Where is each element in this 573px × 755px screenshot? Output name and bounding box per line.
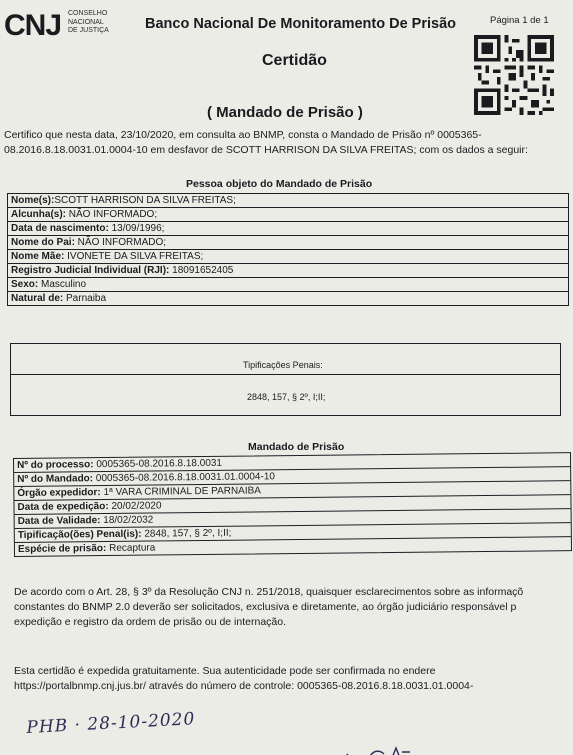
- field-row-mother: [8, 250, 568, 264]
- field-value: NÃO INFORMADO;: [74, 237, 167, 248]
- field-value: 18/02/2032: [100, 514, 154, 527]
- authenticity-line: https://portalbnmp.cnj.jus.br/ através do número de controle: 0005365-08.2016.8.18.0031.01.0004-: [14, 680, 474, 692]
- field-row-rji: [8, 264, 568, 278]
- field-value: 1ª VARA CRIMINAL DE PARNAIBA: [100, 485, 262, 499]
- field-value: IVONETE DA SILVA FREITAS;: [64, 251, 204, 262]
- warrant-fields-table: [13, 452, 572, 557]
- document-title: Certidão: [262, 52, 327, 69]
- field-value: SCOTT HARRISON DA SILVA FREITAS;: [54, 195, 236, 206]
- intro-paragraph: [4, 128, 528, 158]
- field-label: Natural de:: [11, 293, 64, 304]
- cnj-logo: [4, 9, 124, 47]
- field-label: Data de nascimento:: [11, 223, 109, 234]
- field-row-name: [8, 194, 568, 208]
- field-row-birthplace: [8, 292, 568, 305]
- penal-types-box: [10, 343, 561, 416]
- field-label: Tipificação(ões) Penal(is):: [17, 528, 142, 541]
- field-value: 18091652405: [169, 265, 234, 276]
- authenticity-line: Esta certidão é expedida gratuitamente. Sua autenticidade pode ser confirmada no endere: [14, 665, 436, 677]
- handwritten-note: PHB · 28-10-2020: [26, 709, 196, 738]
- signature-mark: [340, 740, 430, 755]
- field-row-alias: [8, 208, 568, 222]
- field-row-birthdate: [8, 222, 568, 236]
- intro-line: 08.2016.8.18.0031.01.0004-10 em desfavor de SCOTT HARRISON DA SILVA FREITAS; com os dados a seguir:: [4, 144, 528, 156]
- field-label: Data de Validade:: [17, 515, 101, 527]
- penal-types-value: 2848, 157, § 2º, I;II;: [247, 392, 326, 402]
- logo-subtitle: [68, 10, 109, 36]
- field-label: Nome do Pai:: [11, 237, 75, 248]
- intro-line: Certifico que nesta data, 23/10/2020, em consulta ao BNMP, consta o Mandado de Prisão nº 0005365-: [4, 129, 482, 141]
- field-label: Órgão expedidor:: [17, 487, 101, 499]
- qr-code-icon: [474, 35, 554, 115]
- field-value: 0005365-08.2016.8.18.0031: [93, 457, 223, 471]
- legal-paragraph: [14, 585, 523, 630]
- logo-sub-line: CONSELHO: [68, 10, 108, 17]
- legal-line: expedição e registro da ordem de prisão ou de internação.: [14, 616, 287, 628]
- legal-line: De acordo com o Art. 28, § 3º da Resolução CNJ n. 251/2018, quaisquer esclarecimentos sobre as informaçõ: [14, 586, 524, 598]
- person-section-heading: Pessoa objeto do Mandado de Prisão: [186, 178, 373, 190]
- field-label: Nº do Mandado:: [17, 473, 94, 485]
- field-value: Masculino: [38, 279, 87, 290]
- field-label: Alcunha(s):: [11, 209, 66, 220]
- logo-sub-line: DE JUSTIÇA: [68, 27, 109, 34]
- field-value: Recaptura: [106, 542, 156, 555]
- field-value: NÃO INFORMADO;: [66, 209, 158, 220]
- field-value: 2848, 157, § 2º, I;II;: [141, 527, 232, 540]
- logo-sub-line: NACIONAL: [68, 18, 104, 26]
- field-value: Parnaiba: [63, 293, 107, 304]
- field-row-father: [8, 236, 568, 250]
- field-label: Data de expedição:: [17, 501, 109, 513]
- penal-types-heading: Tipificações Penais:: [243, 360, 323, 370]
- field-value: 20/02/2020: [108, 500, 162, 513]
- warrant-section-heading: Mandado de Prisão: [248, 441, 345, 453]
- legal-line: constantes do BNMP 2.0 deverão ser solicitados, exclusiva e diretamente, ao órgão judiciário responsável p: [14, 601, 517, 613]
- authenticity-paragraph: [14, 664, 473, 694]
- field-value: 13/09/1996;: [108, 223, 165, 234]
- document-subtitle: ( Mandado de Prisão ): [207, 104, 363, 121]
- field-label: Sexo:: [11, 279, 39, 290]
- person-fields-table: [7, 193, 569, 306]
- field-row-sex: [8, 278, 568, 292]
- field-label: Nome Mãe:: [11, 251, 65, 262]
- field-label: Espécie de prisão:: [17, 543, 107, 555]
- logo-mark: CNJ: [4, 9, 62, 42]
- page-number: Página 1 de 1: [490, 15, 549, 26]
- field-label: Nome(s):: [11, 195, 55, 206]
- penal-types-header: [11, 344, 560, 375]
- header-title: Banco Nacional De Monitoramento De Prisão: [145, 16, 457, 32]
- field-value: 0005365-08.2016.8.18.0031.01.0004-10: [93, 471, 275, 485]
- field-label: Registro Judicial Individual (RJI):: [11, 265, 170, 276]
- field-label: Nº do processo:: [17, 459, 94, 471]
